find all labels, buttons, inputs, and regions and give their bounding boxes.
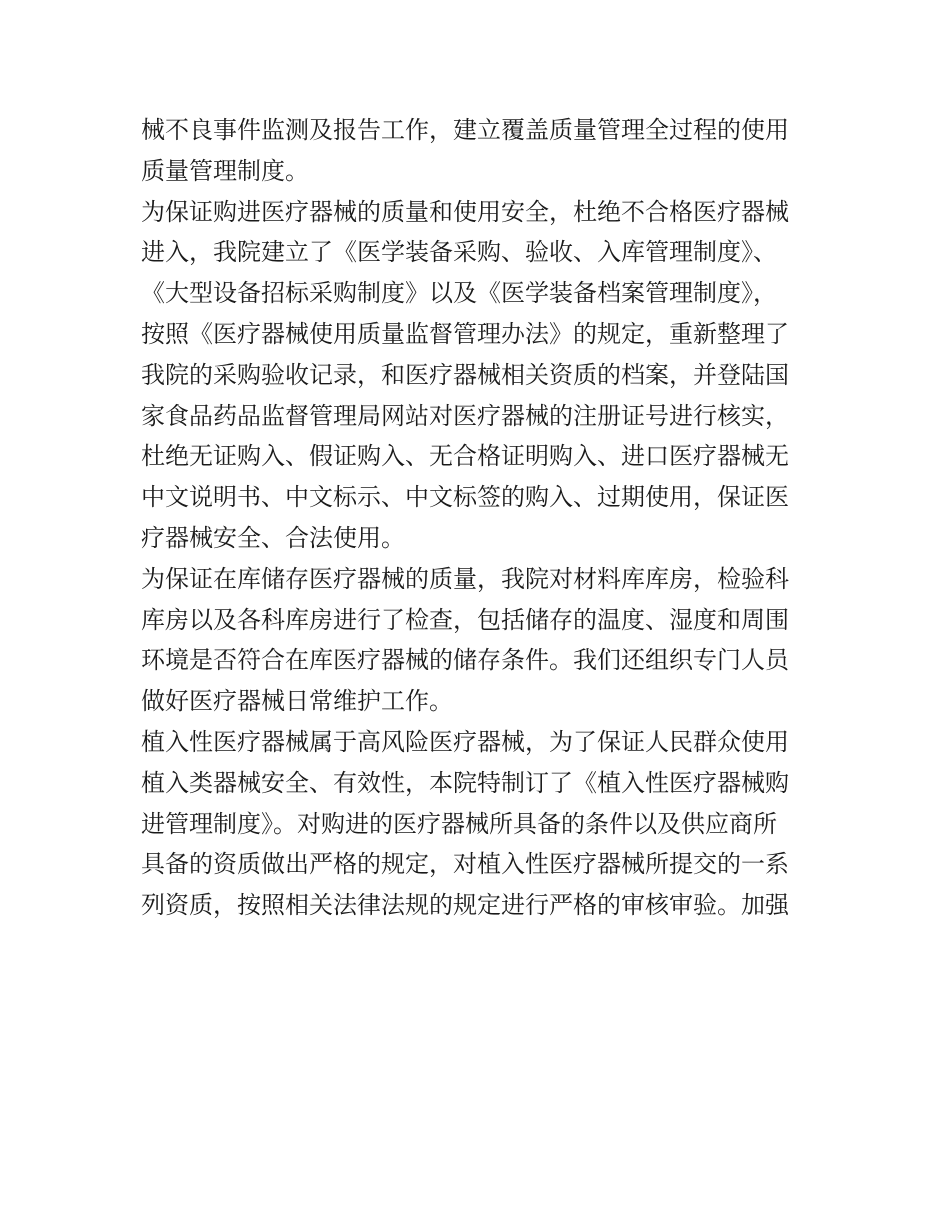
text-line: 中文说明书、中文标示、中文标签的购入、过期使用，保证医 <box>141 483 789 512</box>
text-line: 进入，我院建立了《医学装备采购、验收、入库管理制度》、 <box>141 238 777 267</box>
body-text <box>141 110 821 926</box>
text-line: 列资质，按照相关法律法规的规定进行严格的审核审验。加强 <box>141 891 789 920</box>
text-line: 具备的资质做出严格的规定，对植入性医疗器械所提交的一系 <box>141 850 789 879</box>
text-line: 为保证在库储存医疗器械的质量，我院对材料库库房，检验科 <box>141 564 789 593</box>
text-line: 进管理制度》。对购进的医疗器械所具备的条件以及供应商所 <box>141 809 777 838</box>
text-line: 疗器械安全、合法使用。 <box>141 523 405 552</box>
text-line: 质量管理制度。 <box>141 156 309 185</box>
text-line: 《大型设备招标采购制度》以及《医学装备档案管理制度》， <box>141 279 777 308</box>
text-line: 库房以及各科库房进行了检查，包括储存的温度、湿度和周围 <box>141 605 789 634</box>
text-line: 我院的采购验收记录，和医疗器械相关资质的档案，并登陆国 <box>141 360 789 389</box>
text-line: 做好医疗器械日常维护工作。 <box>141 687 453 716</box>
text-line: 械不良事件监测及报告工作，建立覆盖质量管理全过程的使用 <box>141 116 789 144</box>
text-line: 按照《医疗器械使用质量监督管理办法》的规定，重新整理了 <box>141 319 789 348</box>
text-line: 杜绝无证购入、假证购入、无合格证明购入、进口医疗器械无 <box>141 442 789 471</box>
text-line: 植入性医疗器械属于高风险医疗器械，为了保证人民群众使用 <box>141 727 789 756</box>
text-line: 家食品药品监督管理局网站对医疗器械的注册证号进行核实， <box>141 401 789 430</box>
text-line: 为保证购进医疗器械的质量和使用安全，杜绝不合格医疗器械 <box>141 197 789 226</box>
text-line: 环境是否符合在库医疗器械的储存条件。我们还组织专门人员 <box>141 646 789 675</box>
text-line: 植入类器械安全、有效性，本院特制订了《植入性医疗器械购 <box>141 768 789 797</box>
